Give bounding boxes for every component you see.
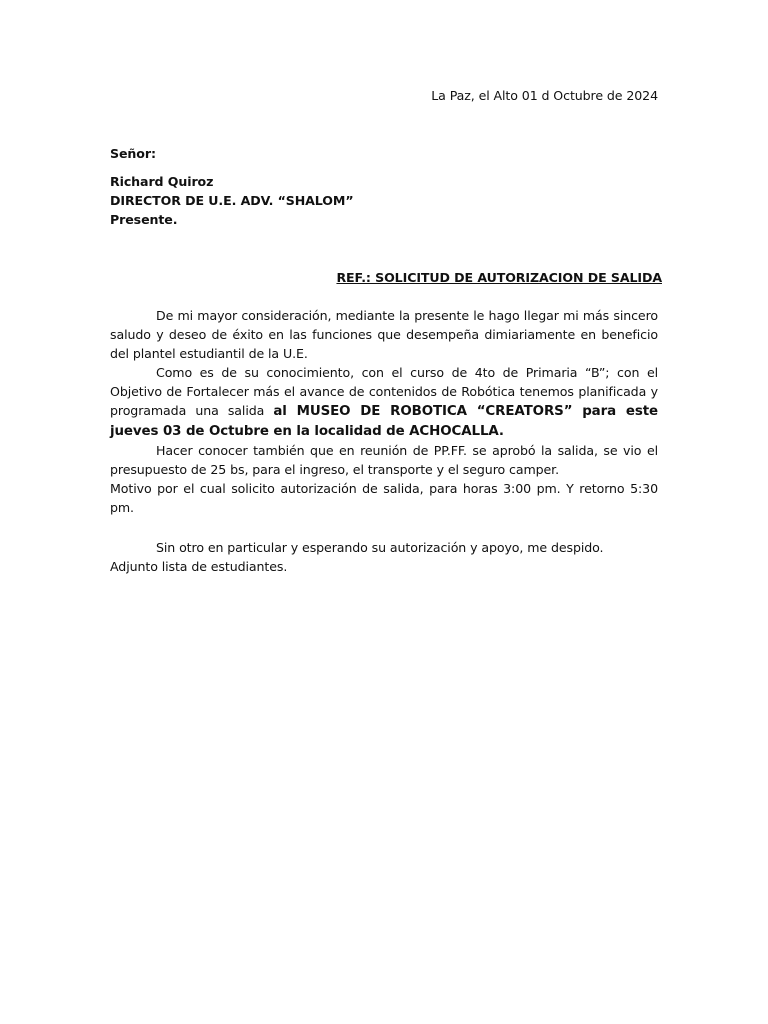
paragraph-schedule: Motivo por el cual solicito autorización de salida, para horas 3:00 pm. Y retorno 5:30 pm. [110, 481, 658, 515]
closing-block [110, 538, 658, 576]
recipient-title: DIRECTOR DE U.E. ADV. “SHALOM” [110, 193, 354, 208]
paragraph-purpose-highlight: al MUSEO DE ROBOTICA “CREATORS” para este jueves 03 de Octubre en la localidad de ACHOCALLA. [110, 404, 658, 439]
salutation: Señor: [110, 146, 156, 161]
paragraph-purpose-text: Como es de su conocimiento, con el curso de 4to de Primaria “B”; con el Objetivo de Fortalecer más el avance de contenidos de Robótica tenemos planificada y programada una salida [110, 365, 658, 418]
recipient-presente: Presente. [110, 212, 178, 227]
closing-farewell: Sin otro en particular y esperando su autorización y apoyo, me despido. [156, 540, 604, 555]
date-line: La Paz, el Alto 01 d Octubre de 2024 [431, 88, 658, 103]
paragraph-greeting: De mi mayor consideración, mediante la presente le hago llegar mi más sincero saludo y deseo de éxito en las funciones que desempeña dimiariamente en beneficio del plantel estudiantil de la U.E. [110, 308, 658, 361]
recipient-name: Richard Quiroz [110, 174, 214, 189]
paragraph-budget: Hacer conocer también que en reunión de PP.FF. se aprobó la salida, se vio el presupuesto de 25 bs, para el ingreso, el transporte y el seguro camper. [110, 443, 658, 477]
letter-body [110, 306, 658, 517]
reference-line: REF.: SOLICITUD DE AUTORIZACION DE SALIDA [336, 270, 662, 285]
paragraph-purpose [110, 363, 658, 441]
closing-attachment: Adjunto lista de estudiantes. [110, 559, 288, 574]
recipient-block [110, 172, 658, 229]
